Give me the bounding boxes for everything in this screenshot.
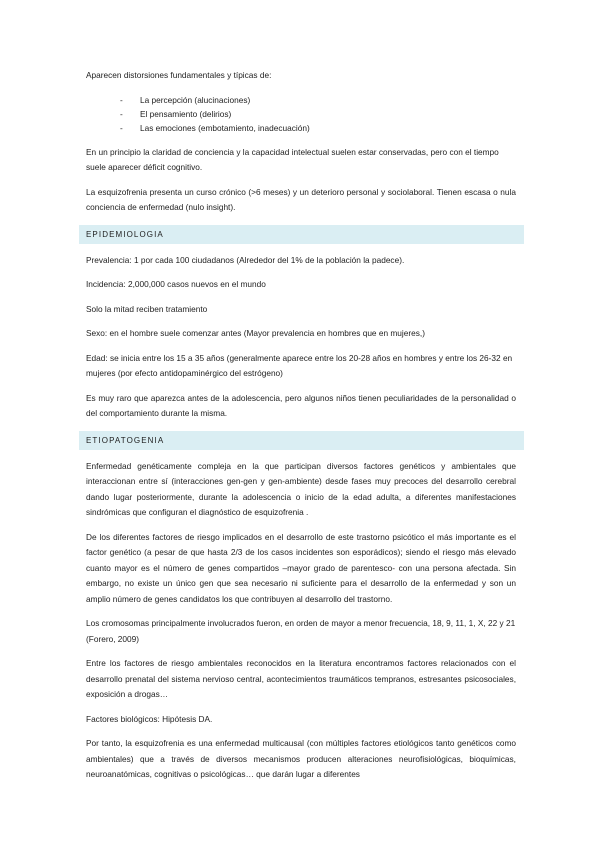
paragraph: De los diferentes factores de riesgo implicados en el desarrollo de este trastorno psicótico el más importante es el factor genético (a pesar de que hasta 2/3 de los casos incidentes son esporádicos); siendo el riesgo más elevado cuanto mayor es el número de genes compartidos –mayor grado de parentesco- con una persona afectada. Sin embargo, no existe un único gen que sea necesario ni suficiente para el desarrollo de la enfermedad y son un amplio número de genes candidatos los que contribuyen al desarrollo del trastorno. — [86, 531, 516, 604]
list-item: - Las emociones (embotamiento, inadecuación) — [86, 121, 516, 135]
paragraph: Incidencia: 2,000,000 casos nuevos en el mundo — [86, 279, 266, 289]
intro-heading: Aparecen distorsiones fundamentales y típicas de: — [86, 70, 272, 80]
paragraph: Enfermedad genéticamente compleja en la que participan diversos factores genéticos y ambientales que interaccionan entre sí (interacciones gen-gen y gen-ambiente) desde fases muy precoces del desarrollo cerebral dando lugar posteriormente, durante la adolescencia o inicio de la edad adulta, a diferentes manifestaciones sindrómicas que configuran el diagnóstico de esquizofrenia . — [86, 460, 516, 517]
symptom-list — [86, 93, 516, 135]
paragraph: Solo la mitad reciben tratamiento — [86, 303, 208, 314]
list-item: - El pensamiento (delirios) — [86, 107, 516, 121]
paragraph: Por tanto, la esquizofrenia es una enfermedad multicausal (con múltiples factores etiológicos tanto genéticos como ambientales) que a través de diversos mecanismos producen alteraciones neurofisiológicas, bioquímicas, neuroanatómicas, cognitivas o psicológicas… que darán lugar a diferentes — [86, 738, 516, 779]
paragraph: Es muy raro que aparezca antes de la adolescencia, pero algunos niños tienen peculiaridades de la personalidad o del comportamiento durante la misma. — [86, 392, 516, 418]
paragraph: Factores biológicos: Hipótesis DA. — [86, 713, 213, 724]
paragraph: Prevalencia: 1 por cada 100 ciudadanos (Alrededor del 1% de la población la padece). — [86, 254, 405, 265]
paragraph: La esquizofrenia presenta un curso crónico (>6 meses) y un deterioro personal y sociolaboral. Tienen escasa o nula conciencia de enfermedad (nulo insight). — [86, 186, 516, 212]
paragraph: Entre los factores de riesgo ambientales reconocidos en la literatura encontramos factores relacionados con el desarrollo prenatal del sistema nervioso central, acontecimientos traumáticos tempranos, estresantes psicosociales, exposición a drogas… — [86, 658, 516, 699]
section-header-epidemiologia: EPIDEMIOLOGIA — [79, 225, 524, 244]
list-item: - La percepción (alucinaciones) — [86, 93, 516, 107]
paragraph: Los cromosomas principalmente involucrados fueron, en orden de mayor a menor frecuencia, 18, 9, 11, 1, X, 22 y 21 (Forero, 2009) — [86, 618, 516, 644]
paragraph: Edad: se inicia entre los 15 a 35 años (generalmente aparece entre los 20-28 años en hombres y entre los 26-32 en mujeres (por efecto antidopaminérgico del estrógeno) — [86, 352, 513, 378]
section-header-etiopatogenia: ETIOPATOGENIA — [79, 431, 524, 450]
paragraph: Sexo: en el hombre suele comenzar antes (Mayor prevalencia en hombres que en mujeres,) — [86, 328, 425, 338]
paragraph: En un principio la claridad de conciencia y la capacidad intelectual suelen estar conservadas, pero con el tiempo suele aparecer déficit cognitivo. — [86, 146, 499, 172]
